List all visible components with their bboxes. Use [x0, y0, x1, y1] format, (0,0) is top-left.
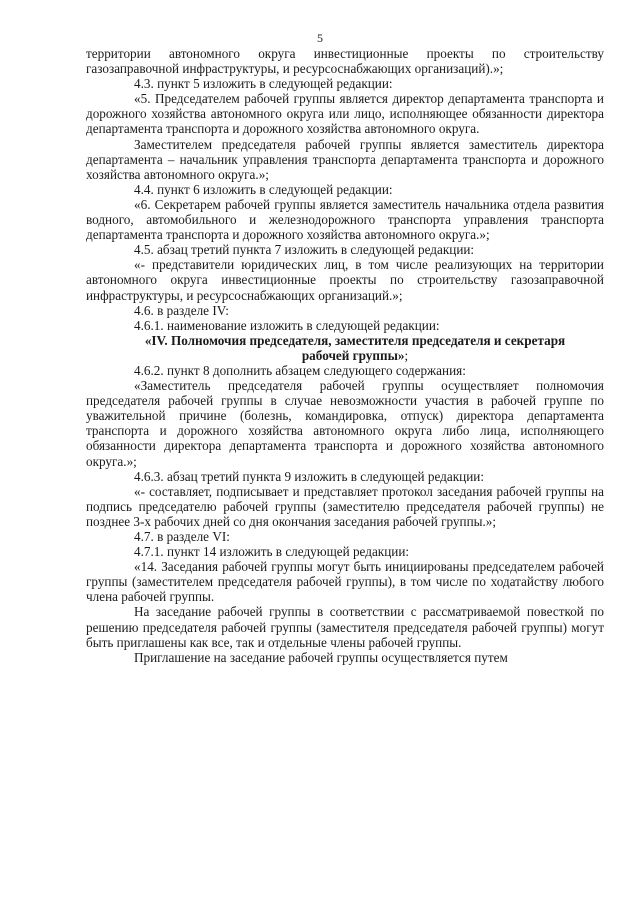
- paragraph: На заседание рабочей группы в соответствии с рассматриваемой повесткой по решению председателя рабочей группы (заместителя председателя рабочей группы) могут быть приглашены как все, так и отдельные члены рабочей группы.: [86, 604, 604, 650]
- paragraph: 4.7.1. пункт 14 изложить в следующей редакции:: [134, 544, 410, 560]
- section-heading: [86, 333, 604, 363]
- paragraph: «- представители юридических лиц, в том числе реализующих на территории автономного округа инвестиционные проекты по строительству газозаправочной инфраструктуры, и ресурсоснабжающих организаций.»;: [86, 257, 604, 303]
- paragraph: «6. Секретарем рабочей группы является заместитель начальника отдела развития водного, автомобильного и железнодорожного транспорта управления транспорта департамента транспорта и дорожного хозяйства автономного округа.»;: [86, 196, 604, 243]
- paragraph: 4.5. абзац третий пункта 7 изложить в следующей редакции:: [134, 242, 475, 258]
- paragraph: «- составляет, подписывает и представляет протокол заседания рабочей группы на подпись председателю рабочей группы (заместителю председателя рабочей группы) не позднее 3-х рабочих дней со дня окончания заседания рабочей группы.»;: [86, 483, 604, 529]
- paragraph: 4.6.2. пункт 8 дополнить абзацем следующего содержания:: [134, 362, 466, 378]
- paragraph: территории автономного округа инвестиционные проекты по строительству газозаправочной инфраструктуры, и ресурсоснабжающих организаций).»;: [86, 46, 604, 77]
- paragraph: «14. Заседания рабочей группы могут быть инициированы председателем рабочей группы (заместителем председателя рабочей группы), в том числе по ходатайству любого члена рабочей группы.: [86, 559, 604, 605]
- paragraph: Заместителем председателя рабочей группы является заместитель директора департамента – начальник управления транспорта департамента транспорта и дорожного хозяйства автономного округа.»;: [86, 136, 604, 182]
- paragraph: 4.6. в разделе IV:: [134, 302, 229, 318]
- paragraph: Приглашение на заседание рабочей группы осуществляется путем: [134, 649, 508, 665]
- document-body: [86, 46, 604, 665]
- section-heading-tail: ;: [404, 347, 409, 363]
- paragraph: 4.3. пункт 5 изложить в следующей редакции:: [134, 76, 393, 92]
- paragraph: 4.6.1. наименование изложить в следующей редакции:: [134, 317, 440, 333]
- page-number: 5: [317, 31, 323, 45]
- paragraph: 4.7. в разделе VI:: [134, 529, 230, 544]
- paragraph: 4.4. пункт 6 изложить в следующей редакции:: [134, 181, 393, 197]
- paragraph: 4.6.3. абзац третий пункта 9 изложить в следующей редакции:: [134, 468, 484, 484]
- paragraph: «Заместитель председателя рабочей группы осуществляет полномочия председателя рабочей группы в случае невозможности участия в рабочей группе по уважительной причине (болезнь, командировка, отпуск) директора департамента транспорта и дорожного хозяйства автономного округа либо лица, исполняющего обязанности директора департамента транспорта и дорожного хозяйства автономного округа.»;: [86, 378, 604, 469]
- paragraph: «5. Председателем рабочей группы является директор департамента транспорта и дорожного хозяйства автономного округа или лицо, исполняющее обязанности директора департамента транспорта и дорожного хозяйства автономного округа.: [86, 91, 604, 137]
- section-heading-text: «IV. Полномочия председателя, заместителя председателя и секретаря рабочей группы»: [144, 332, 566, 363]
